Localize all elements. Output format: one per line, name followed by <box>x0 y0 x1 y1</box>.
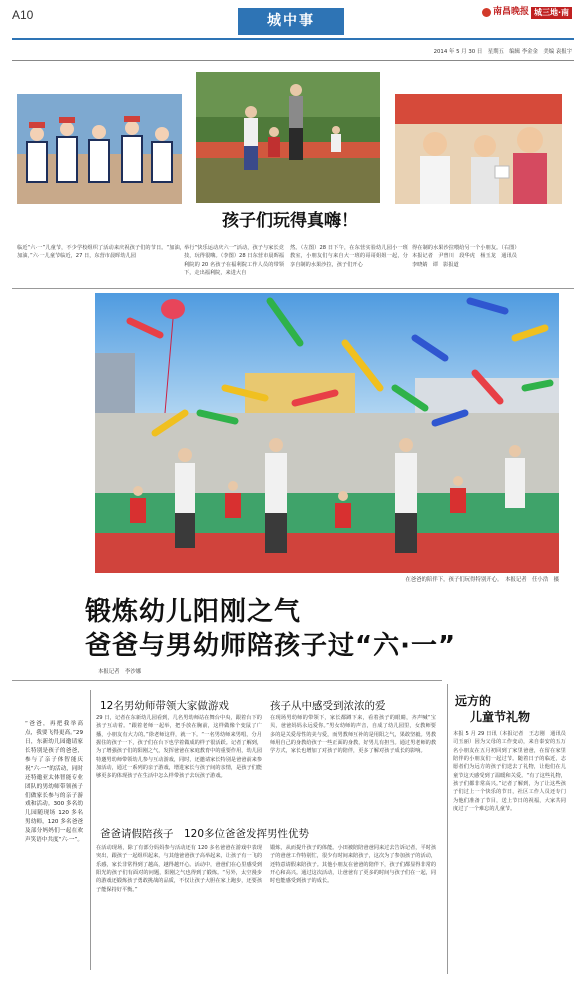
photo-fruit-salad <box>395 94 562 204</box>
story1-col2: 举行“快乐运动庆六一”活动，孩子与家长竞技，玩得很嗨。（李图）28 日东营市晨晖福利院的 20 名孩子在福利院工作人员的带领下，走出福利院，来进大自 <box>184 245 284 276</box>
brand-name: 南昌晚报 <box>492 7 529 17</box>
story1-headline: 孩子们玩得真嗨！ <box>222 211 358 231</box>
section-title: 城中事 <box>238 8 344 35</box>
story2-subhead-3: 爸爸请假陪孩子 120多位爸爸发挥男性优势 <box>100 828 310 840</box>
story2-lead: “爸爸，再把我举高点，我要飞得更高。”29 日，东新幼儿园邀请家长特别是孩子的爸爸，参与了亲子体智能庆祝“六·一”的活动，同时还特邀亚太体智能专业团队的男幼师带领孩子们做家长参与的亲子游戏和活动。300 多名幼儿园随现场 120 多名男幼师，120 多名爸爸及部分妈妈们一起在欢声笑语中共度“六·一”。 <box>25 721 83 844</box>
story1-rule <box>12 288 574 289</box>
sidebar-title-line1: 远方的 <box>455 694 492 708</box>
story2-sub2-text: 在现场男幼师的带领下，家长都蹲下来，看着孩子的眼睛，齐声喊“宝贝，爸爸妈妈永远爱你。”男女幼师的声音，自成了幼儿园里，女教师要多的是关爱母性的美与爱，而男教师互补的是用阳之气，果敢坚毅。男教师用自己的身教给孩子一些正面的身教，好男儿有担当。通过男老师的教学方式，家长也增加了对孩子的陪伴，更多了解对孩子成长的影响。 <box>270 715 437 755</box>
story2-rule <box>12 680 442 681</box>
sidebar-divider <box>447 684 448 974</box>
masthead-rule <box>12 38 574 40</box>
story1-col1: 临近“六·一”儿童节，不少学校组织了活动来庆祝孩子们的节日。“加油，加油，”六·一儿童节临近，27 日，东营市晨晖幼儿园 <box>17 245 185 260</box>
brand-tag: 城三地·南 <box>531 7 572 19</box>
story1-col3: 然。（左图）28 日下午，在东营实验幼儿园小一班教室，小朋友们与来自大一班的哥哥姐姐一起，分享自制的水果沙拉，孩子们开心 <box>290 245 408 268</box>
sidebar-title-line2: 儿童节礼物 <box>470 710 531 724</box>
story1-col4: 得在制的水果沙拉喂给另一个小朋友。（右图）本报记者 尹曾川 段华虎 杨玉龙 通讯员 李晓婧 谭 影报道 <box>412 245 523 268</box>
sidebar-text: 本报 5 月 29 日讯（本报记者 王志刚 通讯员 司玉丽）因为父母的工作变动，来自泰安的五万名小朋友在五月初回到了家里爸爸，在留在家里陪伴的小朋友们一起过节。随着日子的临近，志愿者们为远方的孩子们送去了礼物，让他们在儿童节这天感受到了温暖和关爱。“有了这些礼物，孩子们都非常高兴。”记者了解到，为了让这些孩子们过上一个快乐的节日，社区工作人员还专门为他们准备了节目，送上节日的祝福，大家共同度过了一个难忘的儿童节。 <box>453 731 572 812</box>
meta-rule <box>12 60 574 61</box>
story2-headline-line2: 爸爸与男幼师陪孩子过“六·一” <box>85 631 457 661</box>
story2-byline: 本报记者 李沙娜 <box>98 669 142 675</box>
photo-parent-child-race <box>196 72 380 203</box>
story2-sub1-text: 29 日，记者在东新幼儿园看到，几名男幼师站在舞台中央，跟着台下的孩子互动着。“跟着老师一起举，把手放在胸前，这样做像个变鼠了广播，小朋友有大力的。”徐老师这样，就一下。“一名男幼师来男唱，分月握住的孩子一下，孩子们在台下也学着做成的样子很活跃。记者了解到，为了增强孩子们的阳刚之气，发挥爸爸在家庭教育中的重要作用，幼儿园特邀男幼师带领幼儿参与互动游戏，同时，还邀请家长特别是爸爸前来参加活动，通过一系列的亲子游戏，增进家长与孩子间的亲情，是孩子们能够更多的体现孩子在生活中怎么样带孩子去玩孩子游戏。 <box>96 715 263 780</box>
photo-kids-cheering <box>17 94 182 204</box>
lead-divider <box>90 690 91 970</box>
issue-meta: 2014 年 5 月 30 日 星期五 编辑 李金金 美编 袁报宇 <box>433 49 572 55</box>
photo-father-child-games <box>95 293 559 573</box>
story2-sub3-text: 在活动现场，除了有部分妈妈参与活动还有 120 多名爸爸在游戏中表现突出，跟孩子一起组织起来，与其他爸爸孩子高举起来，让孩子有一飞的乐感，家长非常得到了越高，越得越开心。活动中，爸爸们在心里感受到阳光的孩子们有面对的问题，阳刚之气也得到了锻炼。“另外，太空漫步的游戏还锻炼孩子勇敢挑战的品质，不仅让孩子大胆在家上跑步，还要孩子能保持好平衡。” <box>96 845 263 893</box>
story2-headline-line1: 锻炼幼儿阳刚之气 <box>85 597 302 627</box>
big-photo-caption: 在爸爸的陪伴下，孩子们玩得特别开心。 本报记者 任小浩 摄 <box>405 577 559 583</box>
newspaper-brand <box>482 6 572 20</box>
story2-subhead-1: 12名男幼师带领大家做游戏 <box>100 700 229 712</box>
story2-sub3-text-2: 锻炼，从而提升孩子的体能。小田被陪陪爸爸同来过去告诉记者，平时孩子的爸爸工作特别忙，很少有时间来陪孩子，这次为了参加孩子的活动，还特意请假来陪孩子。其他小朋友在爸爸的陪伴下，孩子们都显得非常的开心和高兴。通过这次活动，让爸爸有了更多的时间与孩子们在一起，同时也能感受到孩子的成长。 <box>270 845 437 885</box>
story2-subhead-2: 孩子从中感受到浓浓的爱 <box>270 700 386 712</box>
page-number: A10 <box>12 8 34 22</box>
brand-logo-icon <box>482 8 491 17</box>
